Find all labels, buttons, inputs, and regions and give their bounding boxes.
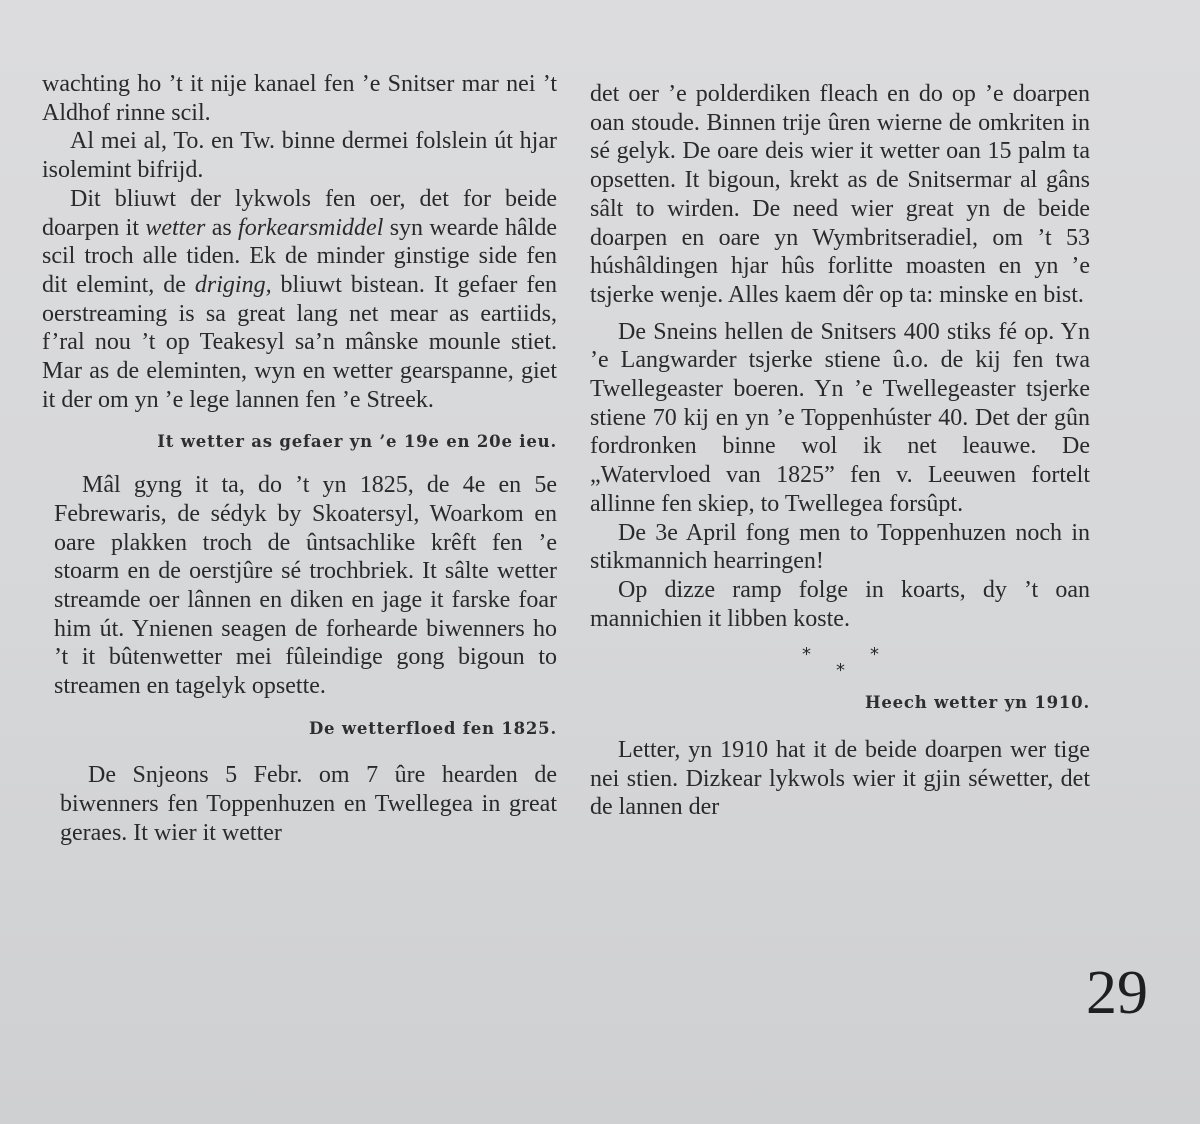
paragraph: De Sneins hellen de Snitsers 400 stiks fé op. Yn ’e Langwarder tsjerke stiene û.o. de kij fen twa Twellegeaster boeren. Yn ’e Twellegeaster tsjerke stiene 70 kij en yn ’e Toppenhúster 40. Det der gûn fordronken binne wol ik net leauwe. De „Watervloed van 1825” fen v. Leeuwen fortelt allinne fen skiep, to Twellegea forsûpt. (590, 318, 1090, 517)
italic-term: forkearsmiddel (238, 214, 384, 241)
spacer (590, 310, 1090, 318)
italic-term: driging, (194, 271, 272, 298)
italic-term: wetter (145, 214, 206, 241)
text-run: bliuwt bistean. It gefaer fen oerstreaming is sa great lang net mear as eartiids, f’ral nou ’t op Teakesyl sa’n mânske mounle stiet. Mar as de eleminten, wyn en wetter gearspanne, giet it der om yn ’e lege lannen fen ’e Streek. (42, 271, 558, 413)
paragraph: Mâl gyng it ta, do ’t yn 1825, de 4e en 5e Febrewaris, de sédyk by Skoatersyl, Woarkom en oare plakken troch de ûntsachlike krêft fen ’e stoarm en de oerstjûre sé trochbriek. It sâlte wetter streamde oer lânnen en diken en jage it farske foar him út. Ynienen seagen de forhearde biwenners ho ’t it bûtenwetter mei fûleindige gong bigoun to streamen en tagelyk opsette. (54, 472, 557, 700)
asterisk: * (870, 644, 879, 666)
paragraph: Op dizze ramp folge in koarts, dy ’t oan mannichien it libben koste. (590, 576, 1090, 632)
paragraph: De 3e April fong men to Toppenhuzen noch in stikmannich hearringen! (590, 519, 1090, 575)
section-heading: Heech wetter yn 1910. (864, 693, 1090, 713)
paragraph: wachting ho ’t it nije kanael fen ’e Snitser mar nei ’t Aldhof rinne scil. (42, 71, 557, 126)
asterisk: * (836, 660, 845, 682)
text-run: syn wearde hâlde scil troch alle tiden. Ek de minder ginstige side fen dit elemint, de (42, 214, 558, 298)
text-run: Dit bliuwt der lykwols fen oer, det for beide doarpen it (42, 185, 557, 241)
section-separator (590, 639, 1090, 685)
paragraph (42, 185, 557, 415)
asterisk: * (802, 644, 811, 666)
paragraph: De Snjeons 5 Febr. om 7 ûre hearden de biwenners fen Toppenhuzen en Twellegea in great geraes. It wier it wetter (60, 762, 557, 846)
section-heading: It wetter as gefaer yn ’e 19e en 20e ieu. (157, 432, 557, 452)
paragraph: Al mei al, To. en Tw. binne dermei folslein út hjar isolemint bifrijd. (42, 128, 557, 184)
text-run: as (205, 214, 239, 241)
paragraph: det oer ’e polderdiken fleach en do op ’e doarpen oan stoude. Binnen trije ûren wierne de omkriten in sé gelyk. De oare deis wier it wetter oan 15 palm ta opsetten. It bigoun, krekt as de Snitsermar al gâns sâlt to wirden. De need wier great yn de beide doarpen en oare yn Wymbritseradiel, om ’t 53 húshâldingen hjar hûs forlitte moasten en yn ’e tsjerke wenje. Alles kaem dêr op ta: minske en bist. (590, 81, 1090, 308)
section-heading: De wetterfloed fen 1825. (308, 718, 557, 738)
paragraph: Letter, yn 1910 hat it de beide doarpen wer tige nei stien. Dizkear lykwols wier it gjin séwetter, det de lannen der (590, 737, 1090, 821)
left-column (42, 70, 557, 848)
page-number: 29 (1086, 959, 1148, 1027)
right-column (590, 80, 1090, 822)
